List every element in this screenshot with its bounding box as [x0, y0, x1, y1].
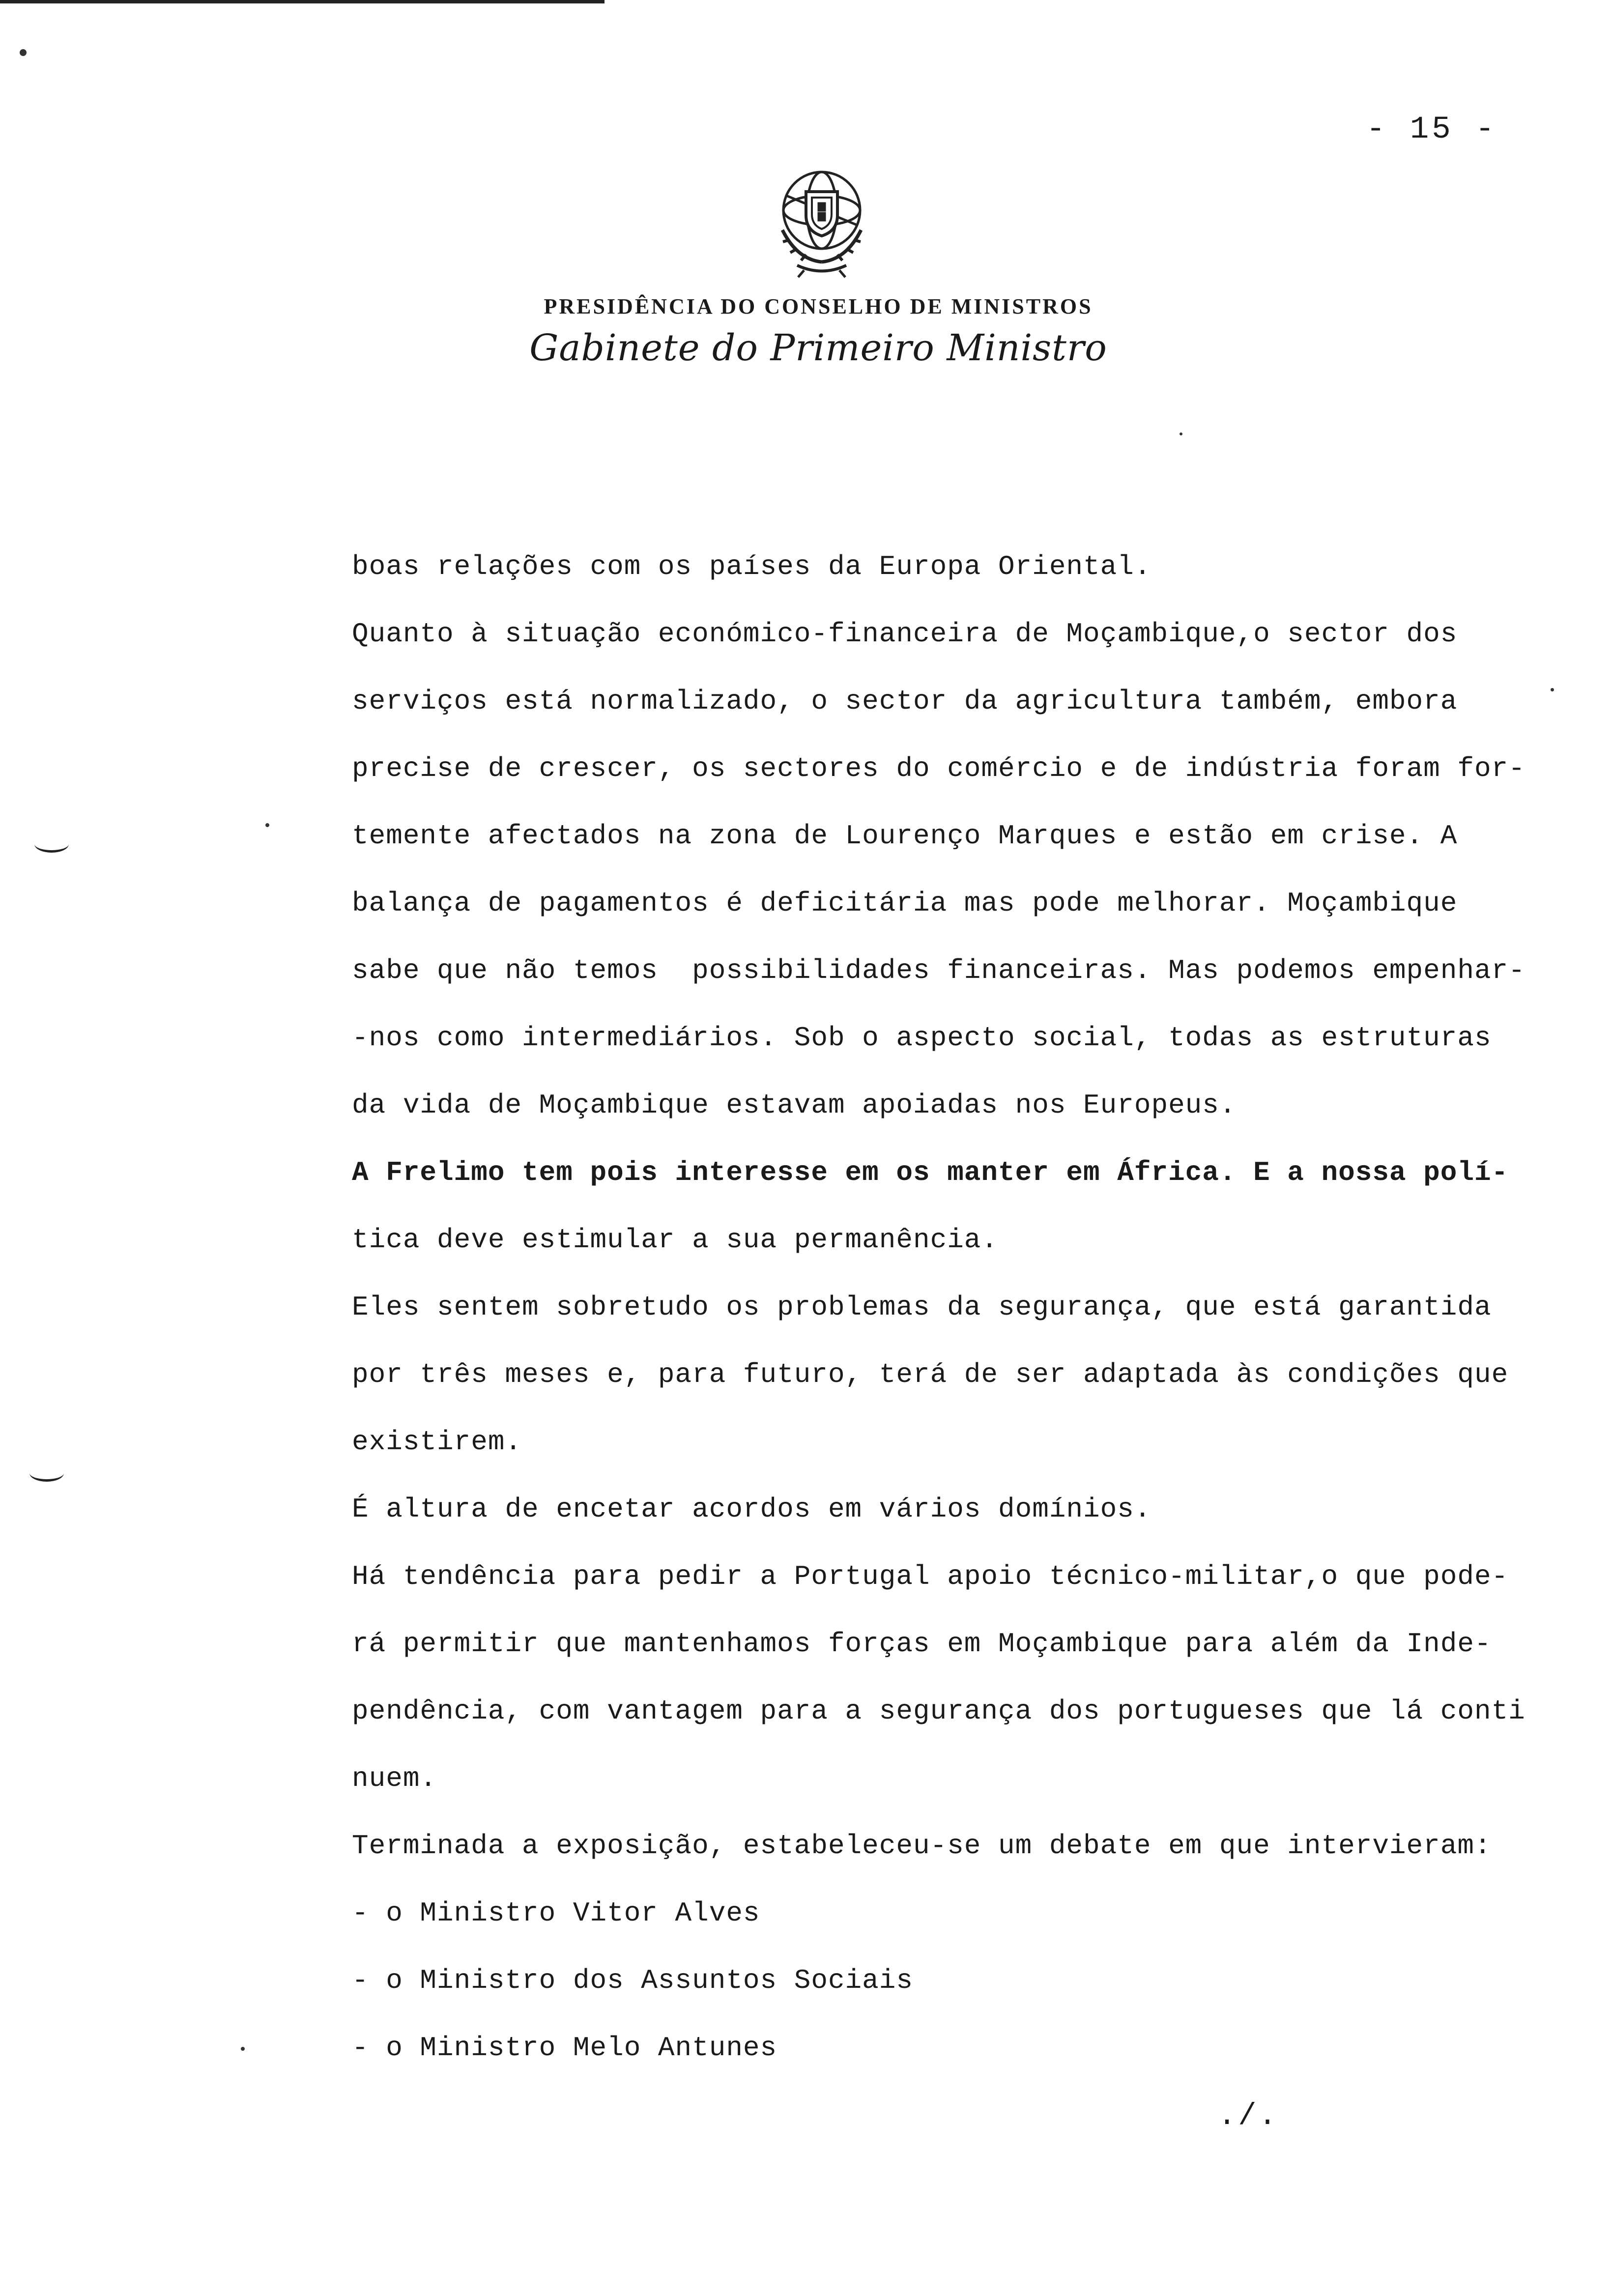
- body-line: Quanto à situação económico-financeira de Moçambique,o sector dos: [352, 618, 1458, 650]
- scan-speck: [1551, 688, 1554, 691]
- top-rule: [0, 0, 604, 3]
- coat-of-arms-icon: [763, 156, 881, 279]
- body-line: -nos como intermediários. Sob o aspecto social, todas as estruturas: [352, 1022, 1492, 1054]
- body-line: A Frelimo tem pois interesse em os manter em África. E a nossa polí-: [352, 1157, 1509, 1188]
- body-line: tica deve estimular a sua permanência.: [352, 1224, 999, 1256]
- scan-speck: [265, 823, 269, 827]
- body-line: - o Ministro Vitor Alves: [352, 1897, 760, 1929]
- body-line: da vida de Moçambique estavam apoiadas nos Europeus.: [352, 1090, 1237, 1121]
- body-line: Terminada a exposição, estabeleceu-se um debate em que intervieram:: [352, 1830, 1492, 1862]
- body-line: - o Ministro Melo Antunes: [352, 2032, 777, 2064]
- body-line: É altura de encetar acordos em vários domínios.: [352, 1493, 1151, 1525]
- body-line: boas relações com os países da Europa Oriental.: [352, 551, 1151, 582]
- office-name: Gabinete do Primeiro Ministro: [529, 327, 1107, 369]
- scan-speck: [1180, 432, 1182, 435]
- body-line: temente afectados na zona de Lourenço Marques e estão em crise. A: [352, 820, 1458, 852]
- body-line: pendência, com vantagem para a segurança dos portugueses que lá conti: [352, 1695, 1526, 1727]
- body-line: Eles sentem sobretudo os problemas da segurança, que está garantida: [352, 1292, 1492, 1323]
- body-line: existirem.: [352, 1426, 522, 1458]
- scan-speck: [241, 2047, 245, 2051]
- body-line: precise de crescer, os sectores do comércio e de indústria foram for-: [352, 753, 1526, 784]
- organization-name: PRESIDÊNCIA DO CONSELHO DE MINISTROS: [544, 294, 1093, 318]
- scan-speck: [20, 49, 27, 56]
- body-line: sabe que não temos possibilidades financeiras. Mas podemos empenhar-: [352, 955, 1526, 986]
- margin-mark: [29, 1464, 64, 1482]
- body-line: nuem.: [352, 1763, 437, 1794]
- margin-mark: [34, 835, 69, 853]
- body-line: por três meses e, para futuro, terá de ser adaptada às condições que: [352, 1359, 1509, 1390]
- page-number: - 15 -: [1366, 112, 1497, 147]
- body-line: Há tendência para pedir a Portugal apoio técnico-militar,o que pode-: [352, 1561, 1509, 1592]
- body-line: - o Ministro dos Assuntos Sociais: [352, 1965, 913, 1996]
- body-line: rá permitir que mantenhamos forças em Moçambique para além da Inde-: [352, 1628, 1492, 1660]
- continuation-mark: ./.: [1218, 2098, 1279, 2133]
- document-body: [352, 533, 1561, 2082]
- body-line: serviços está normalizado, o sector da agricultura também, embora: [352, 686, 1458, 717]
- body-line: balança de pagamentos é deficitária mas pode melhorar. Moçambique: [352, 888, 1458, 919]
